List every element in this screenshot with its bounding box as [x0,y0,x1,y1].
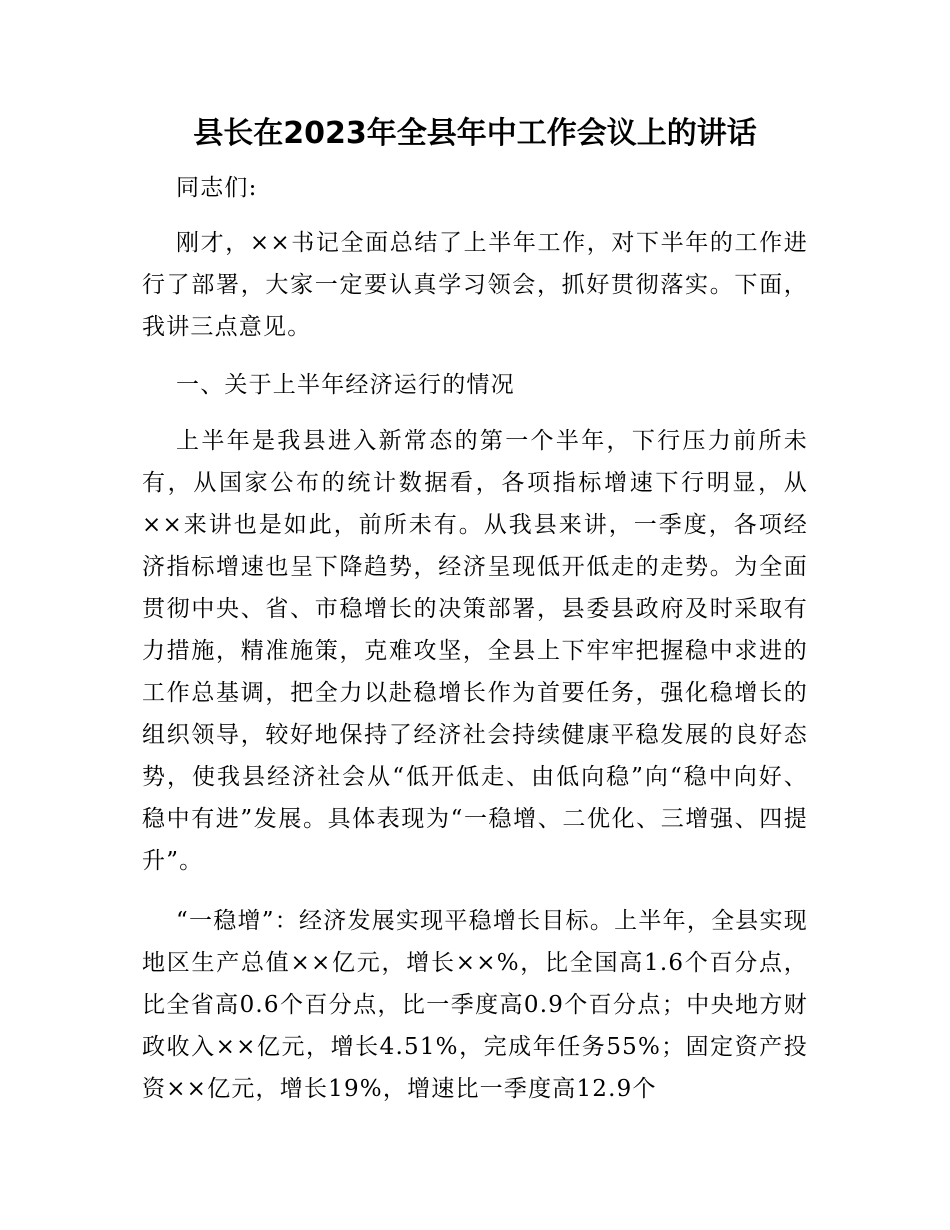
paragraph-section1-point1: “一稳增”：经济发展实现平稳增长目标。上半年，全县实现地区生产总值××亿元，增长××%，比全国高1.6个百分点，比全省高0.6个百分点，比一季度高0.9个百分点；中央地方财政收入××亿元，增长4.51%，完成年任务55%；固定资产投资××亿元，增长19%，增速比一季度高12.9个 [142,908,808,1102]
salutation: 同志们: [176,175,258,201]
paragraph-section1-body: 上半年是我县进入新常态的第一个半年，下行压力前所未有，从国家公布的统计数据看，各项指标增速下行明显，从××来讲也是如此，前所未有。从我县来讲，一季度，各项经济指标增速也呈下降趋势，经济呈现低开低走的走势。为全面贯彻中央、省、市稳增长的决策部署，县委县政府及时采取有力措施，精准施策，克难攻坚，全县上下牢牢把握稳中求进的工作总基调，把全力以赴稳增长作为首要任务，强化稳增长的组织领导，较好地保持了经济社会持续健康平稳发展的良好态势，使我县经济社会从“低开低走、由低向稳”向“稳中向好、稳中有进”发展。具体表现为“一稳增、二优化、三增强、四提升”。 [142,428,808,874]
paragraph-intro: 刚才，××书记全面总结了上半年工作，对下半年的工作进行了部署，大家一定要认真学习领会，抓好贯彻落实。下面，我讲三点意见。 [142,230,808,340]
section-heading-1: 一、关于上半年经济运行的情况 [176,372,515,398]
document-title: 县长在2023年全县年中工作会议上的讲话 [193,116,757,151]
